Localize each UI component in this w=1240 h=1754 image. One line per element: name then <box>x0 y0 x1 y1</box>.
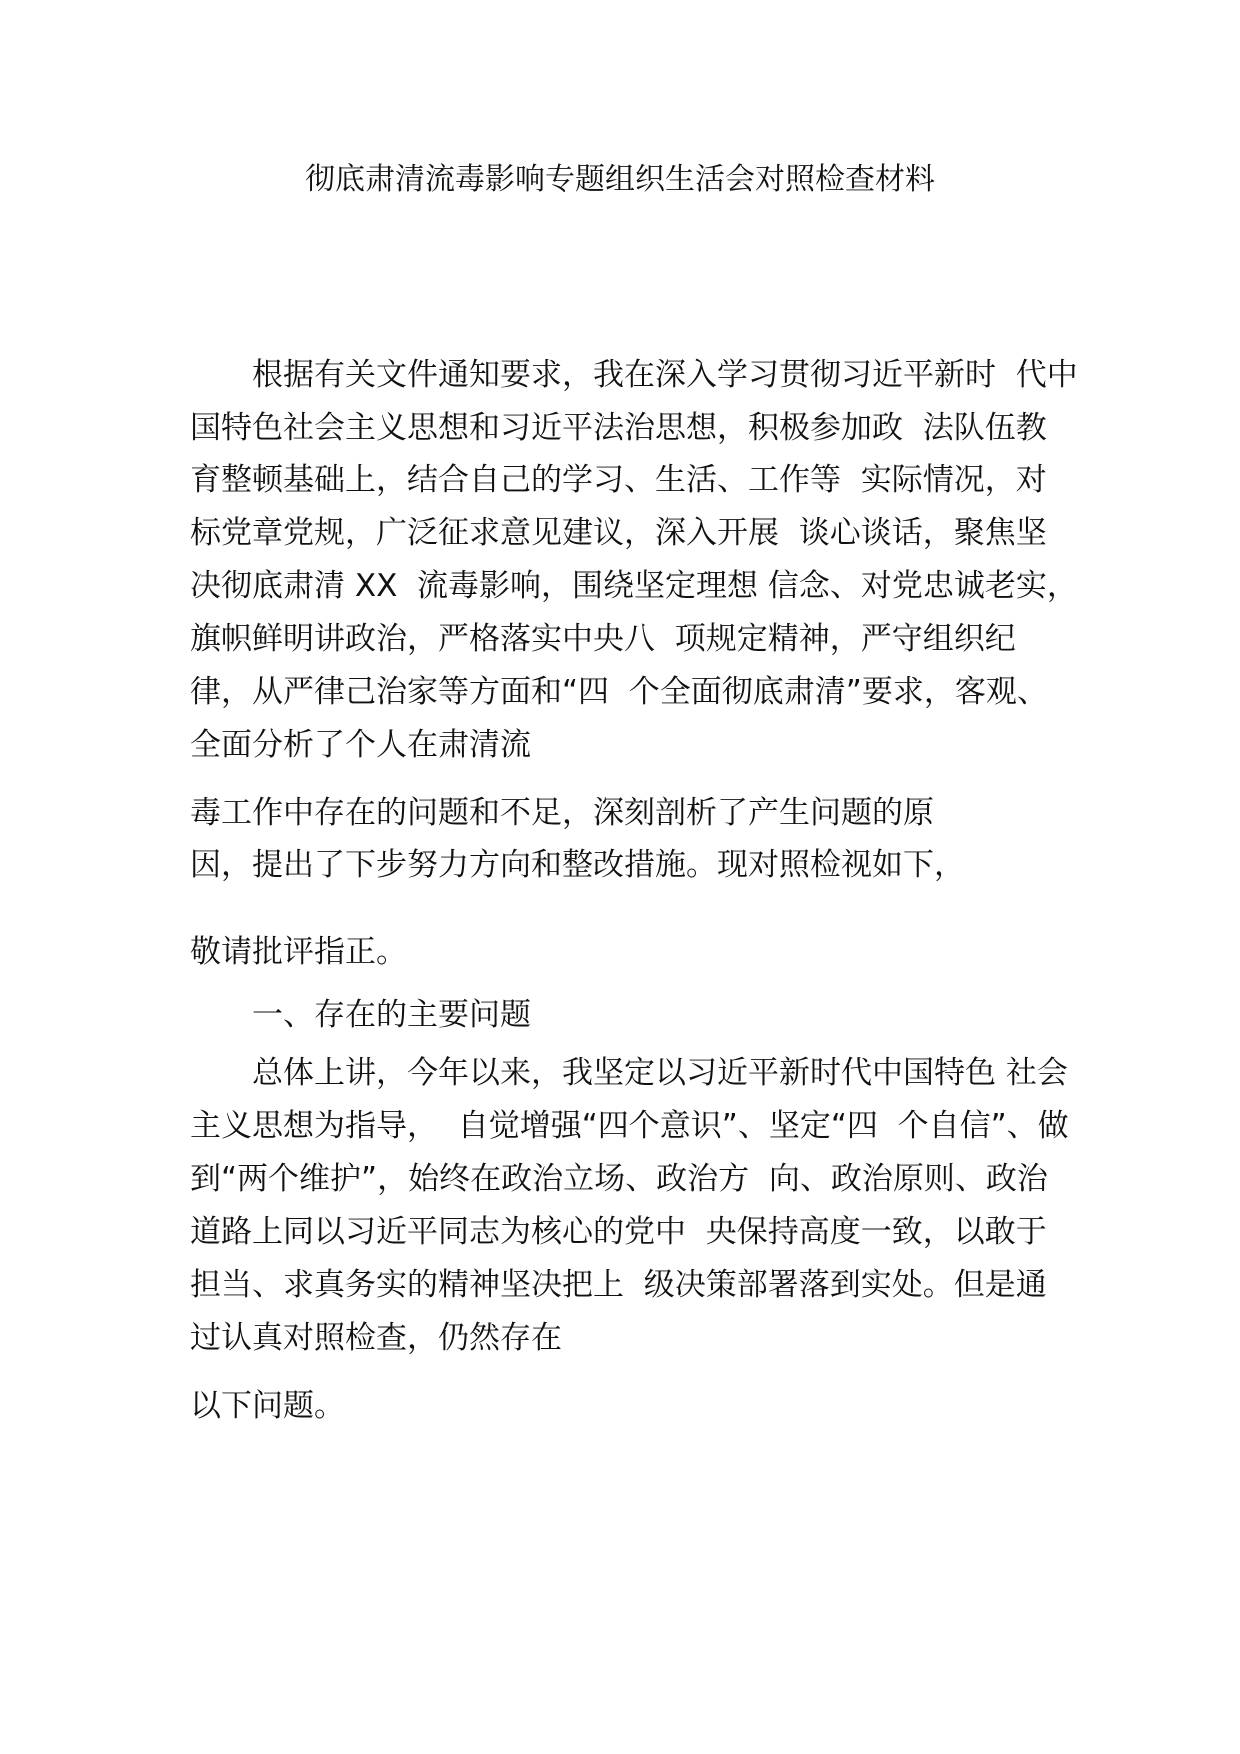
paragraph-line: 担当、求真务实的精神坚决把上 级决策部署落到实处。但是通 <box>190 1267 1047 1303</box>
paragraph-line: 旗帜鲜明讲政治，严格落实中央八 项规定精神，严守组织纪 <box>190 621 1016 657</box>
paragraph-line: 全面分析了个人在肃清流 <box>190 727 531 763</box>
paragraph-line: 育整顿基础上，结合自己的学习、生活、工作等 实际情况，对 <box>190 462 1047 498</box>
paragraph-line: 总体上讲，今年以来，我坚定以习近平新时代中国特色 社会 <box>190 1055 1068 1091</box>
paragraph-line: 国特色社会主义思想和习近平法治思想，积极参加政 法队伍教 <box>190 410 1047 446</box>
paragraph-line: 主义思想为指导， 自觉增强“四个意识”、坚定“四 个自信”、做 <box>190 1108 1069 1144</box>
paragraph-line: 过认真对照检查，仍然存在 <box>190 1320 562 1356</box>
paragraph-line: 根据有关文件通知要求，我在深入学习贯彻习近平新时 代中 <box>190 357 1078 393</box>
paragraph-line: 道路上同以习近平同志为核心的党中 央保持高度一致，以敢于 <box>190 1214 1047 1250</box>
paragraph-line: 到“两个维护”，始终在政治立场、政治方 向、政治原则、政治 <box>190 1161 1048 1197</box>
paragraph-line: 律，从严律己治家等方面和“四 个全面彻底肃清”要求，客观、 <box>190 674 1048 710</box>
paragraph-line: 因，提出了下步努力方向和整改措施。现对照检视如下， <box>190 847 965 883</box>
section-heading: 一、存在的主要问题 <box>190 997 531 1033</box>
paragraph-line: 决彻底肃清 XX 流毒影响，围绕坚定理想 信念、对党忠诚老实， <box>190 568 1078 604</box>
paragraph-line: 敬请批评指正。 <box>190 934 407 970</box>
paragraph-line: 以下问题。 <box>190 1388 345 1424</box>
document-title: 彻底肃清流毒影响专题组织生活会对照检查材料 <box>305 162 935 197</box>
paragraph-line: 标党章党规，广泛征求意见建议，深入开展 谈心谈话，聚焦坚 <box>190 515 1047 551</box>
paragraph-line: 毒工作中存在的问题和不足，深刻剖析了产生问题的原 <box>190 795 934 831</box>
